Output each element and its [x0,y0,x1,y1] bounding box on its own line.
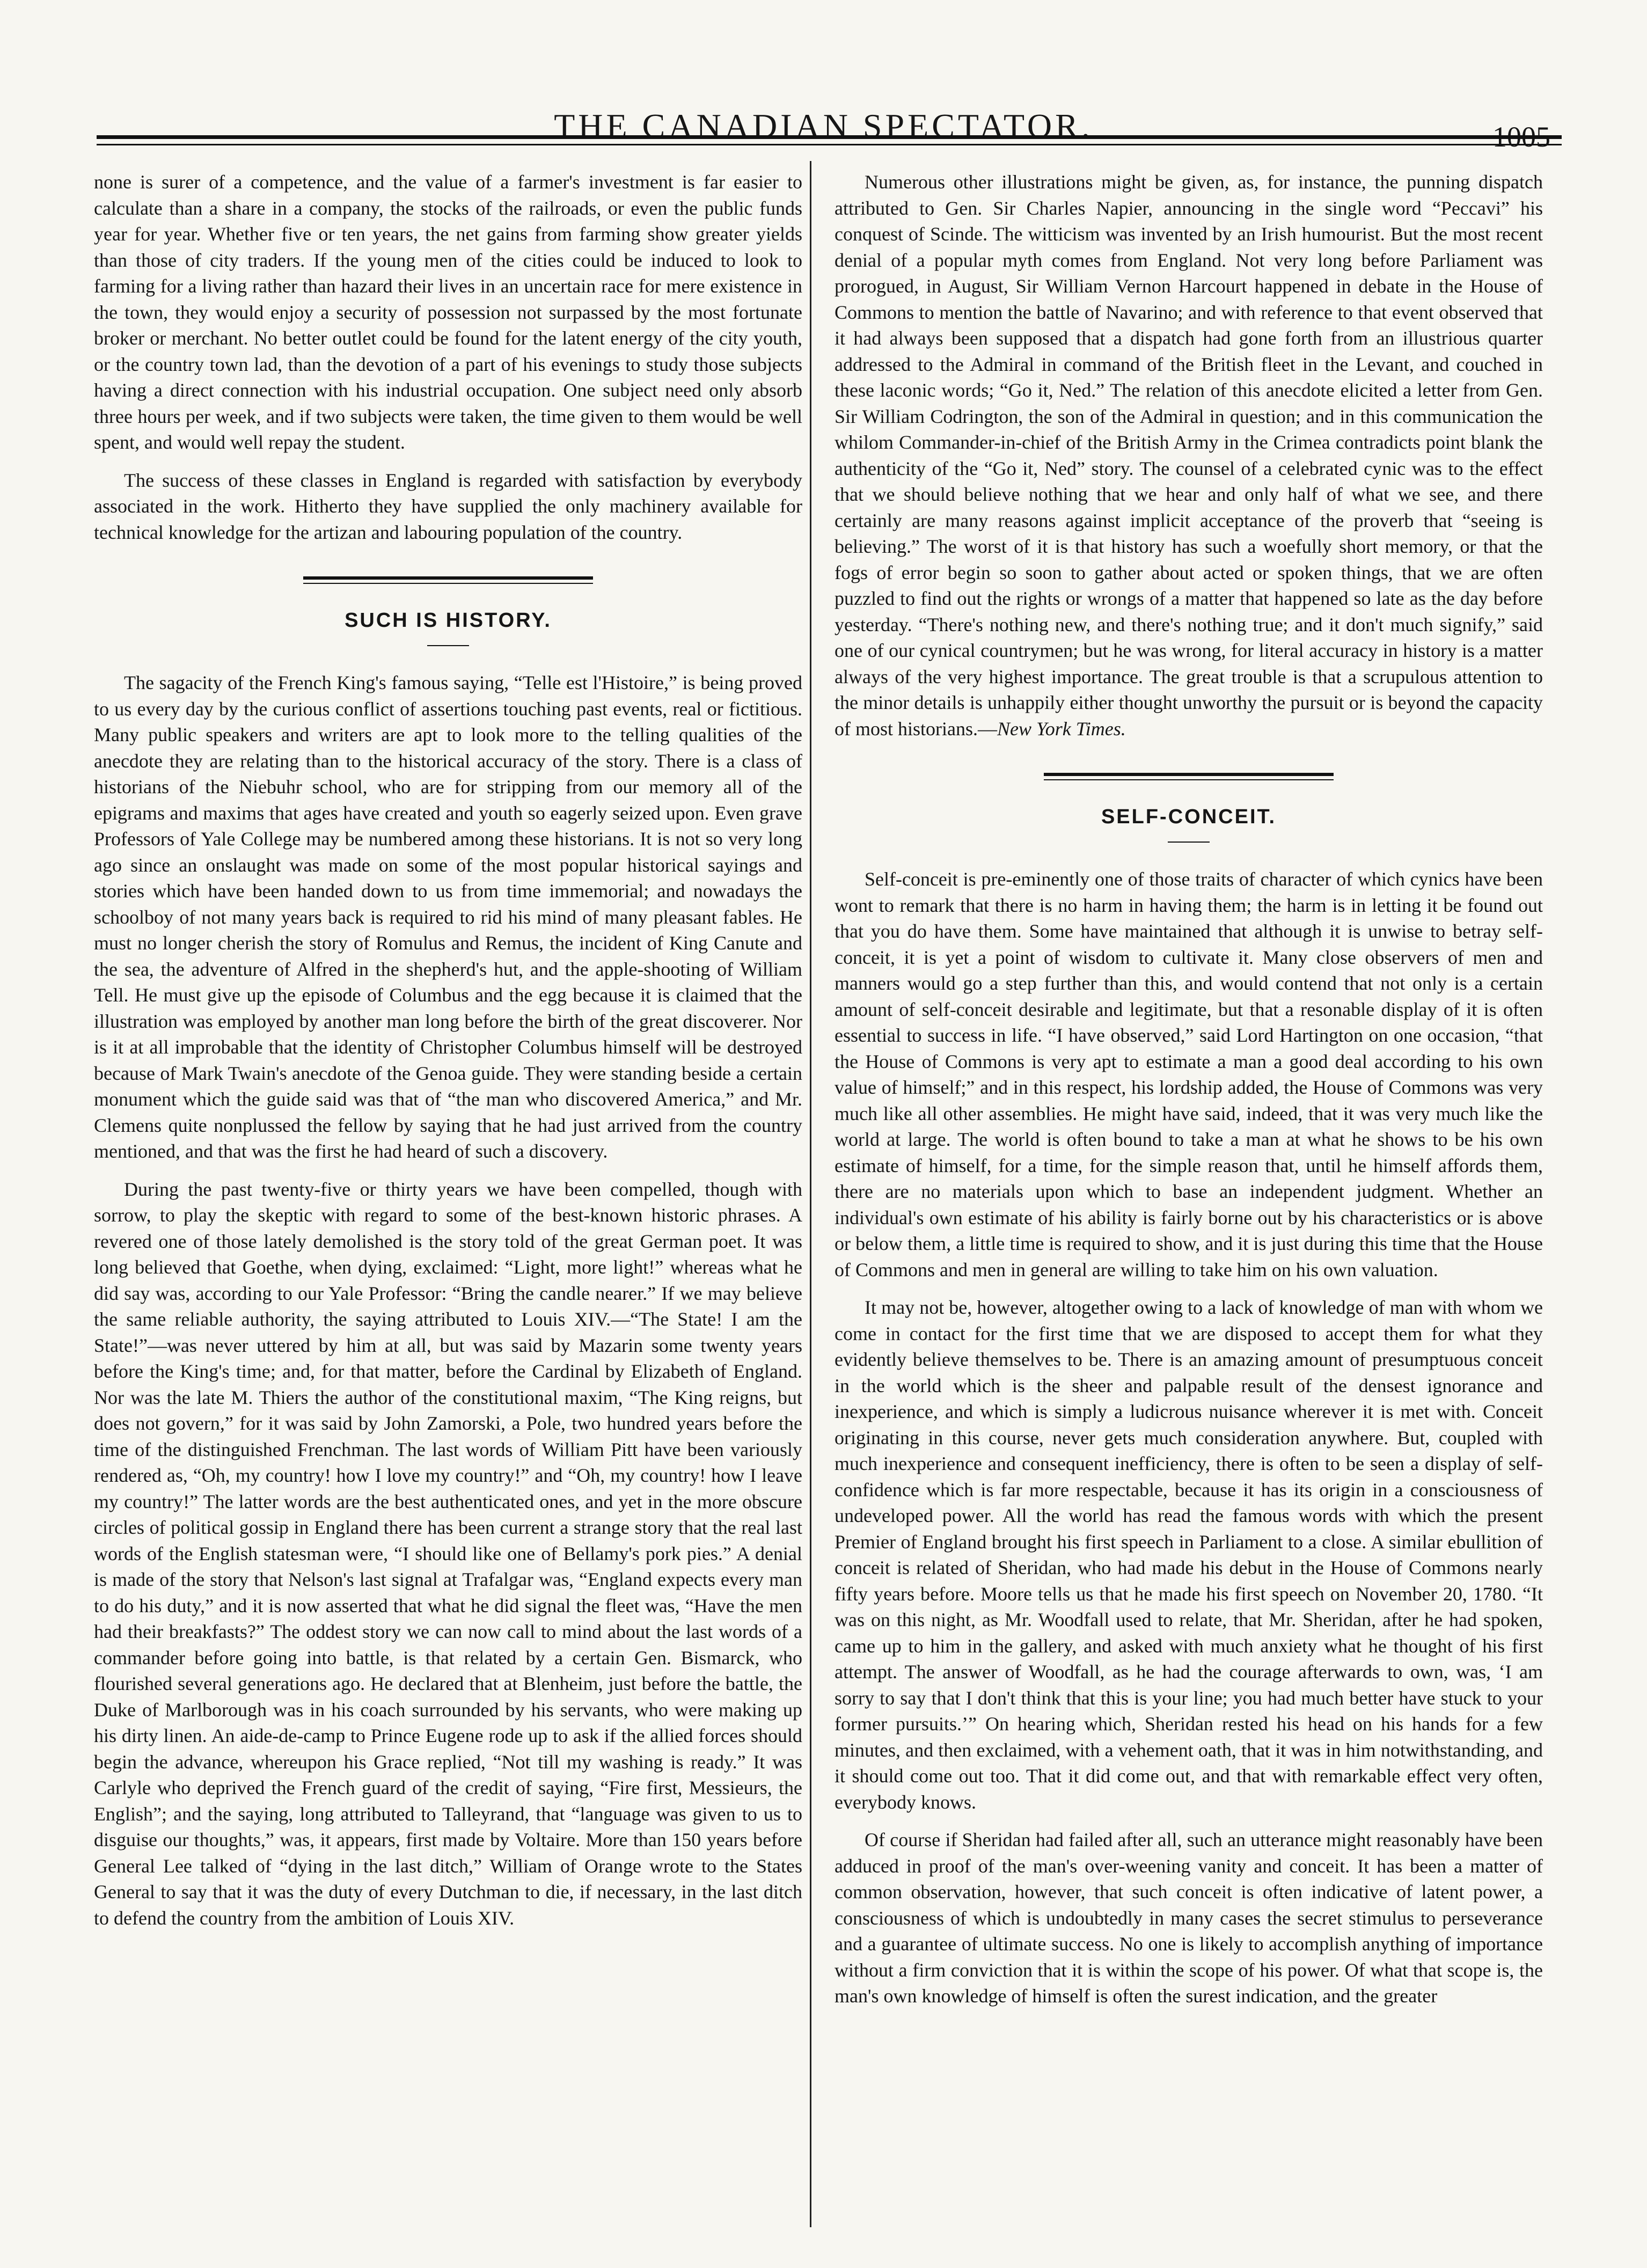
publication-title: THE CANADIAN SPECTATOR. [554,107,1093,145]
header-rule [97,135,1562,139]
paragraph-conceit-2: It may not be, however, altogether owing to a lack of knowledge of man with whom we come in contact for the first time that we are disposed to accept them for what they evidently believe themselves to be. There is an amazing amount of presumptuous conceit in the world which is the sheer and palpable result of the densest ignorance and inexperience, and which is simply a ludicrous nuisance wherever it is met with. Conceit originating in this course, never gets much consideration anywhere. But, coupled with much inexperience and consequent inefficiency, there is often to be seen a display of self-confidence which is far more respectable, because it has its origin in a consciousness of undeveloped power. All the world has read the famous words with which the present Premier of England brought his first speech in Parliament to a close. A similar ebullition of conceit is related of Sheridan, who had made his debut in the House of Commons nearly fifty years before. Moore tells us that he made his first speech on November 20, 1780. “It was on this night, as Mr. Woodfall used to relate, that Mr. Sheridan, after he had spoken, came up to him in the gallery, and asked with much anxiety what he thought of his first attempt. The answer of Woodfall, as he had the courage afterwards to own, was, ‘I am sorry to say that I don't think that this is your line; you had much better have stuck to your former pursuits.’” On hearing which, Sheridan rested his head on his hands for a few minutes, and then exclaimed, with a vehement oath, that it was in him notwithstanding, and it should come out too. That it did come out, and that with remarkable effect very often, everybody knows. [835,1297,1543,1813]
page-number: 1005 [1492,121,1550,153]
right-column [835,169,1543,2021]
paragraph-history-2: During the past twenty-five or thirty years we have been compelled, though with sorrow, to play the skeptic with regard to some of the best-known historic phrases. A revered one of those lately demolished is the story told of the great German poet. It was long believed that Goethe, when dying, exclaimed: “Light, more light!” whereas what he did say was, according to our Yale Professor: “Bring the candle nearer.” If we may believe the same reliable authority, the saying attributed to Louis XIV.—“The State! I am the State!”—was never uttered by him at all, but was said by Mazarin some twenty years before the King's time; and, for that matter, before the Cardinal by Elizabeth of England. Nor was the late M. Thiers the author of the constitutional maxim, “The King reigns, but does not govern,” for it was said by John Zamorski, a Pole, two hundred years before the time of the distinguished Frenchman. The last words of William Pitt have been variously rendered as, “Oh, my country! how I love my country!” and “Oh, my country! how I leave my country!” The latter words are the best authenticated ones, and yet in the more obscure circles of political gossip in England there has been current a strange story that the real last words of the English statesman were, “I should like one of Bellamy's pork pies.” A denial is made of the story that Nelson's last signal at Trafalgar was, “England expects every man to do his duty,” and it is now asserted that what he did signal the fleet was, “Have the men had their breakfasts?” The oddest story we can now call to mind about the last words of a commander before going into battle, is that related by a certain Gen. Bismarck, who flourished several generations ago. He declared that at Blenheim, just before the battle, the Duke of Marlborough was in his coach surrounded by his servants, who were making up his dirty linen. An aide-de-camp to Prince Eugene rode up to ask if the allied forces should begin the advance, whereupon his Grace replied, “Not till my washing is ready.” It was Carlyle who deprived the French guard of the credit of saying, “Fire first, Messieurs, the English”; and the saying, long attributed to Talleyrand, that “language was given to us to disguise our thoughts,” was, it appears, first made by Voltaire. More than 150 years before General Lee talked of “dying in the last ditch,” William of Orange wrote to the States General to say that it was the duty of every Dutchman to die, if necessary, in the last ditch to defend the country from the ambition of Louis XIV. [94,1178,802,1929]
heading-such-is-history: SUCH IS HISTORY. [345,609,552,632]
paragraph-classes: The success of these classes in England is regarded with satisfaction by everybody associated in the work. Hitherto they have supplied the only machinery available for technical knowledge for the artizan and labouring population of the country. [94,469,802,543]
header-rule-thin [97,144,1562,145]
paragraph-history-3 [835,169,1543,742]
paragraph-history-1: The sagacity of the French King's famous saying, “Telle est l'Histoire,” is being proved to us every day by the curious conflict of assertions touching past events, real or fictitious. Many public speakers and writers are apt to look more to the telling qualities of the anecdote they are relating than to the historical accuracy of the story. There is a class of historians of the Niebuhr school, who are for stripping from our memory all of the epigrams and maxims that ages have created and youth so eagerly seized upon. Even grave Professors of Yale College may be numbered among these historians. It is not so very long ago since an onslaught was made on some of the most popular historical sayings and stories which have been handed down to us from time immemorial; and nowadays the schoolboy of not many years back is required to rid his mind of many pleasant fables. He must no longer cherish the story of Romulus and Remus, the incident of King Canute and the sea, the adventure of Alfred in the shepherd's hut, and the apple-shooting of William Tell. He must give up the episode of Columbus and the egg because it is claimed that the illustration was employed by another man long before the birth of the great discoverer. Nor is it at all improbable that the identity of Christopher Columbus himself will be destroyed because of Mark Twain's anecdote of the Genoa guide. They were standing beside a certain monument which the guide said was that of “the man who discovered America,” and Mr. Clemens quite nonplussed the fellow by saying that he had just arrived from the country mentioned, and that was the first he had heard of such a discovery. [94,672,802,1162]
section-rule-thin [303,583,593,584]
left-column [94,169,802,1943]
section-rule-thin [1044,779,1334,780]
section-rule [303,576,593,580]
heading-underline [427,645,469,646]
paragraph-history-3-text: Numerous other illustrations might be given, as, for instance, the punning dispatch attributed to Gen. Sir Charles Napier, announcing in the single word “Peccavi” his conquest of Scinde. The witticism was invented by an Irish humourist. But the most recent denial of a popular myth comes from England. Not very long before Parliament was prorogued, in August, Sir William Vernon Harcourt happened in debate in the House of Commons to mention the battle of Navarino; and with reference to that event observed that it had always been supposed that a dispatch had gone forth from an illustrious quarter addressed to the Admiral in command of the British fleet in the Levant, and couched in these laconic words; “Go it, Ned.” The relation of this anecdote elicited a letter from Gen. Sir William Codrington, the son of the Admiral in question; and in this communication the whilom Commander-in-chief of the British Army in the Crimea contradicts point blank the authenticity of the “Go it, Ned” story. The counsel of a celebrated cynic was to the effect that we should believe nothing that we hear and only half of what we see, and there certainly are many reasons against implicit acceptance of the proverb that “seeing is believing.” The worst of it is that history has such a woefully short memory, or that the fogs of error begin so soon to gather about acted or spoken things, that we are often puzzled to find out the rights or wrongs of a matter that happened so late as the day before yesterday. “There's nothing new, and there's nothing true; and it don't much signify,” said one of our cynical countrymen; but he was wrong, for literal accuracy in history is a matter always of the very highest importance. The great trouble is that a scrupulous attention to the minor details is unhappily either thought unworthy the pursuit or is beyond the capacity of most historians.— [835,171,1543,740]
section-rule [1044,773,1334,776]
column-divider [810,161,811,2227]
masthead [0,105,1647,153]
paragraph-conceit-1: Self-conceit is pre-eminently one of those traits of character of which cynics have been wont to remark that there is no harm in having them; the harm is in letting it be found out that you do have them. Some have maintained that although it is unwise to betray self-conceit, it is yet a point of wisdom to cultivate it. Many close observers of men and manners would go a step further than this, and would contend that not only is a certain amount of self-conceit desirable and legitimate, but that a resonable display of it is often essential to success in life. “I have observed,” said Lord Hartington on one occasion, “that the House of Commons is very apt to estimate a man a good deal according to his own value of himself;” and in this respect, his lordship added, the House of Commons was very much like all other assemblies. He might have said, indeed, that it was very much like the world at large. The world is often bound to take a man at what he shows to be his own estimate of himself, for a time, for the simple reason that, until he himself affords them, there are no materials upon which to base an independent judgment. Whether an individual's own estimate of his ability is fairly borne out by his characteristics or is above or below them, a little time is required to show, and it is just during this time that the House of Commons and men in general are willing to take him on his own valuation. [835,868,1543,1281]
paragraph-farming: none is surer of a competence, and the value of a farmer's investment is far easier to calculate than a share in a company, the stocks of the railroads, or even the public funds year for year. Whether five or ten years, the net gains from farming show greater yields than those of city traders. If the young men of the cities could be induced to look to farming for a living rather than hazard their lives in an uncertain race for mere existence in the town, they would enjoy a security of possession not surpassed by the most fortunate broker or merchant. No better outlet could be found for the latent energy of the city youth, or the country town lad, than the devotion of a part of his evenings to study those subjects having a direct connection with his industrial occupation. One subject need only absorb three hours per week, and if two subjects were taken, the time given to them would be well spent, and would well repay the student. [94,171,802,453]
article-source: New York Times. [997,718,1126,740]
heading-underline [1168,842,1210,843]
heading-self-conceit: SELF-CONCEIT. [1101,806,1277,828]
paragraph-conceit-3: Of course if Sheridan had failed after all, such an utterance might reasonably have been adduced in proof of the man's over-weening vanity and conceit. It has been a matter of common observation, however, that such conceit is often indicative of latent power, a consciousness of which is undoubtedly in many cases the secret stimulus to perseverance and a guarantee of ultimate success. No one is likely to accomplish anything of importance without a firm conviction that it is within the scope of his power. Of what that scope is, the man's own knowledge of himself is often the surest indication, and the greater [835,1829,1543,2007]
